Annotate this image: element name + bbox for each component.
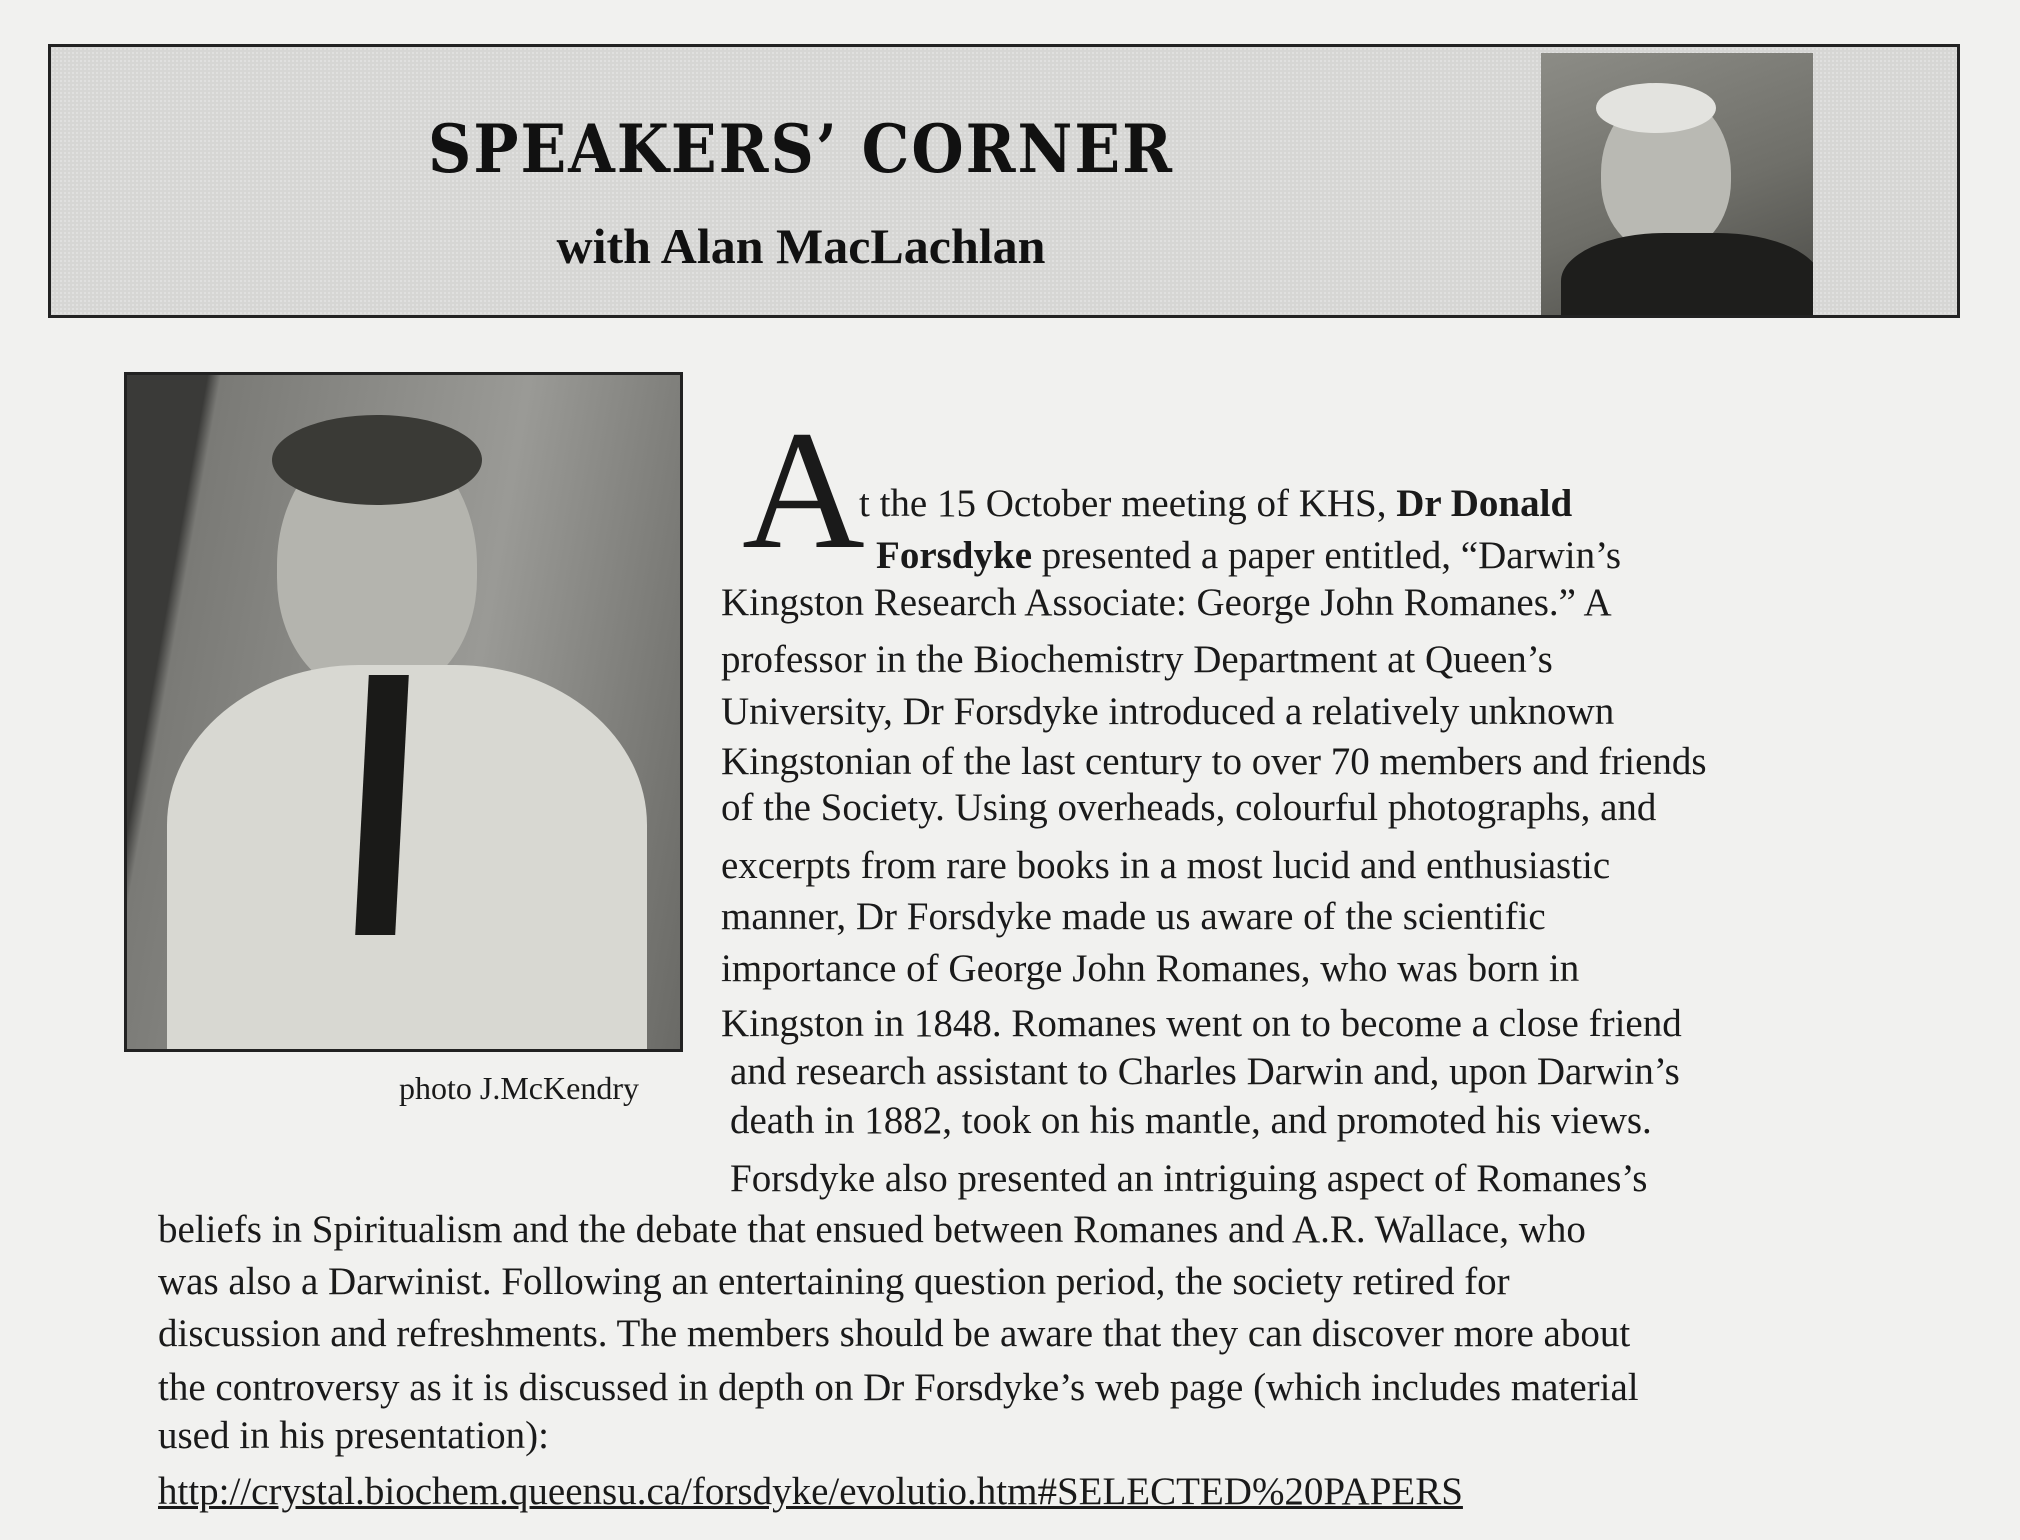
web-page-link[interactable]: http://crystal.biochem.queensu.ca/forsdyke/evolutio.htm#SELECTED%20PAPERS [158,1470,1463,1513]
article-line: beliefs in Spiritualism and the debate that ensued between Romanes and A.R. Wallace, who [158,1208,1586,1251]
header-banner [48,44,1960,318]
article-line: death in 1882, took on his mantle, and promoted his views. [730,1099,1652,1142]
article-line: professor in the Biochemistry Department at Queen’s [721,638,1553,681]
columnist-photo [1541,53,1813,315]
article-line [859,484,1572,523]
article-line: importance of George John Romanes, who was born in [721,947,1580,990]
line-text: presented a paper entitled, “Darwin’s [1032,534,1622,577]
bleed-through-text [45,330,55,377]
article-line: was also a Darwinist. Following an entertaining question period, the society retired for [158,1260,1510,1303]
article-line: of the Society. Using overheads, colourful photographs, and [721,786,1657,829]
speaker-photo [124,372,683,1052]
article-line: Kingston in 1848. Romanes went on to become a close friend [721,1002,1682,1045]
article-line: excerpts from rare books in a most lucid and enthusiastic [721,844,1611,887]
photo-caption: photo J.McKendry [399,1070,639,1106]
article-line: discussion and refreshments. The members should be aware that they can discover more about [158,1312,1631,1355]
article-line: Kingston Research Associate: George John Romanes.” A [721,581,1612,624]
line-text: t the 15 October meeting of KHS, [859,482,1397,525]
section-title: SPEAKERS’ CORNER [428,111,1174,189]
article-line: used in his presentation): [158,1414,550,1457]
article-line: the controversy as it is discussed in depth on Dr Forsdyke’s web page (which includes material [158,1366,1639,1409]
drop-cap: A [742,396,865,584]
article-line [876,536,1621,575]
article-line: Forsdyke also presented an intriguing aspect of Romanes’s [730,1157,1648,1200]
article-line: manner, Dr Forsdyke made us aware of the scientific [721,895,1546,938]
article-line: and research assistant to Charles Darwin and, upon Darwin’s [730,1050,1680,1093]
article-line: Kingstonian of the last century to over 70 members and friends [721,740,1707,783]
speaker-name: Forsdyke [876,534,1032,577]
article-line: University, Dr Forsdyke introduced a relatively unknown [721,690,1615,733]
speaker-name: Dr Donald [1396,482,1573,525]
section-subtitle: with Alan MacLachlan [556,218,1046,274]
